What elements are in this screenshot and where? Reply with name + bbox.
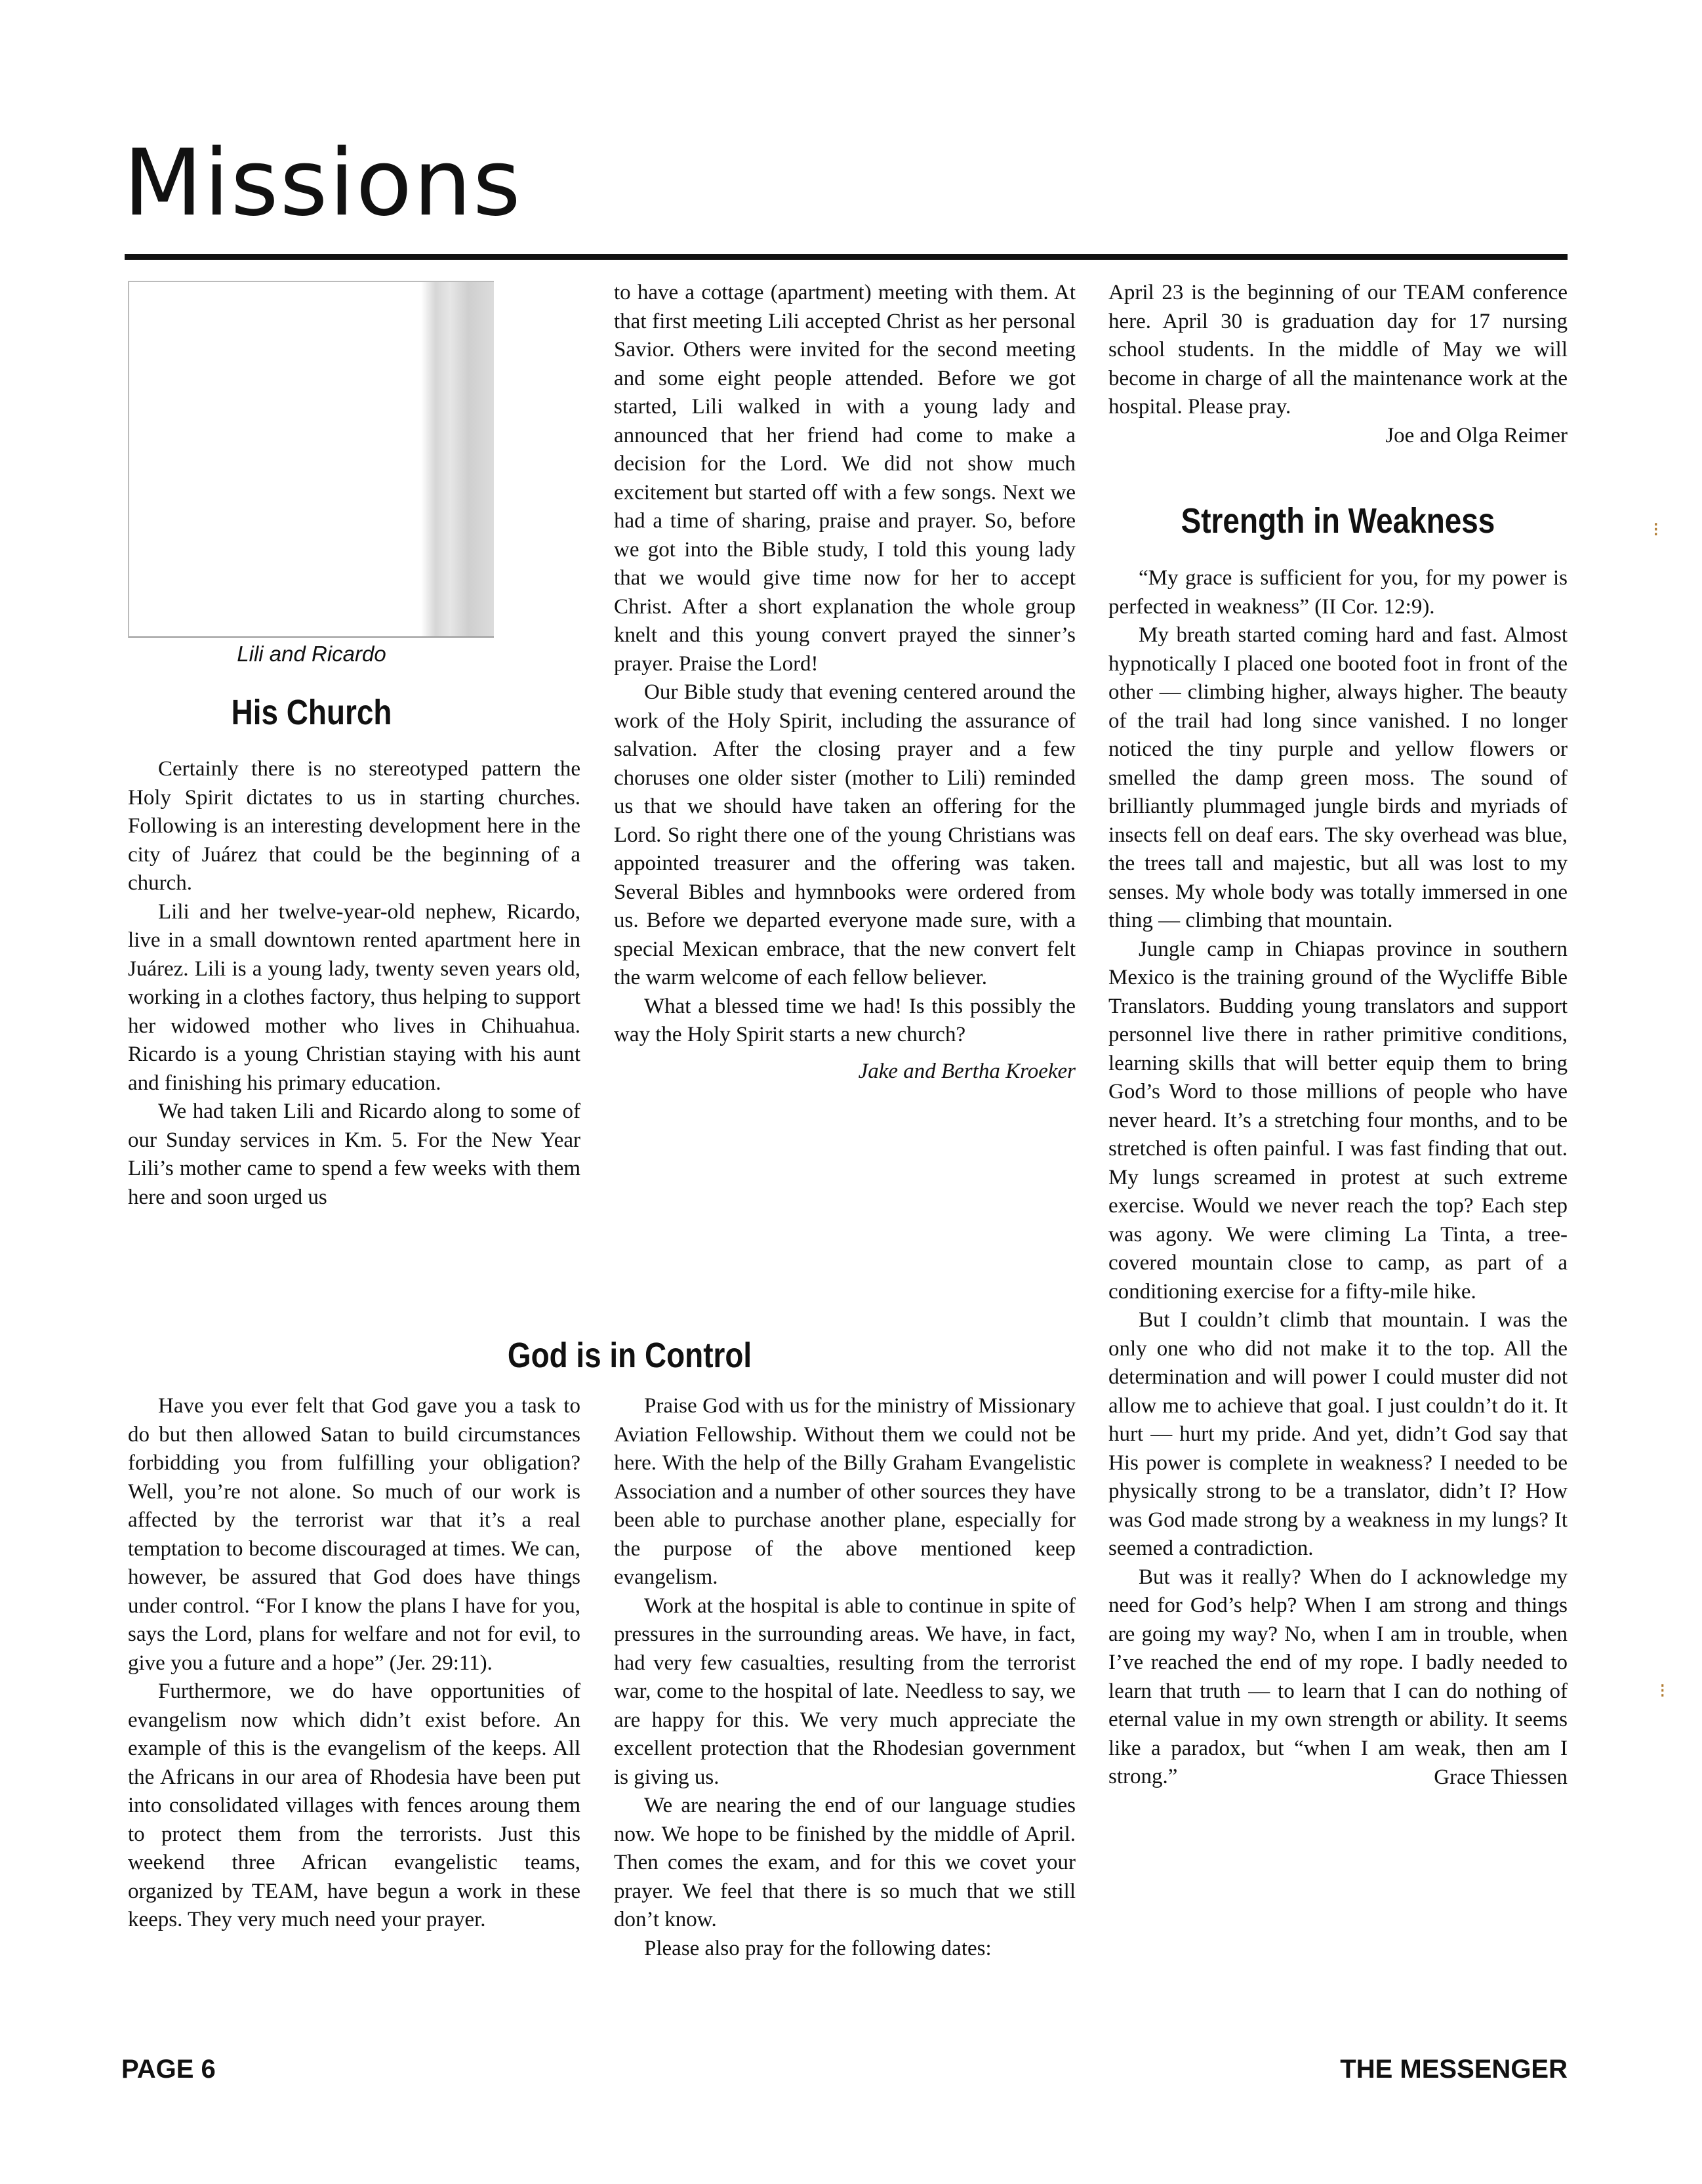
his-church-col1: [128, 755, 580, 1212]
paragraph: Work at the hospital is able to continue in spite of pressures in the surrounding areas. We have, in fact, had very few casualties, resulting from the terrorist war, come to the hospital of late. Needless to say, we are happy for this. We very much appreciate the excellent protection that the Rhodesian government is giving us.: [614, 1594, 1076, 1789]
god-in-control-col1: [128, 1392, 580, 1935]
paragraph: What a blessed time we had! Is this possibly the way the Holy Spirit starts a new church?: [614, 994, 1076, 1046]
header-rule: [125, 254, 1568, 260]
footer-publication: THE MESSENGER: [1340, 2055, 1568, 2084]
margin-smudge-icon: ⁝: [1659, 1679, 1666, 1702]
paragraph: Our Bible study that evening centered around the work of the Holy Spirit, including the assurance of salvation. After the closing prayer and a few choruses one older sister (mother to Lili) reminded us that we should have taken an offering for the Lord. So right there one of the young Christians was appointed treasurer and the offering was taken. Several Bibles and hymnbooks were ordered from us. Before we departed everyone made sure, with a special Mexican embrace, that the new convert felt the warm welcome of each fellow believer.: [614, 680, 1076, 989]
strength-in-weakness-title: Strength in Weakness: [1181, 501, 1495, 541]
margin-smudge-icon: ⁝: [1653, 518, 1659, 541]
god-in-control-col2: [614, 1392, 1076, 1963]
his-church-signature: Jake and Bertha Kroeker: [858, 1059, 1076, 1083]
paragraph: April 23 is the beginning of our TEAM conference here. April 30 is graduation day for 17 nursing school students. In the middle of May we will become in charge of all the maintenance work at the hospital. Please pray.: [1108, 281, 1568, 419]
paragraph: Jungle camp in Chiapas province in southern Mexico is the training ground of the Wycliffe Bible Translators. Budding young translators and support personnel live there in rather primitive conditions, learning skills that will better equip them to bring God’s Word to those millions of people who have never heard. It’s a stretching four months, and to be stretched is often painful. I was fast finding that out. My lungs screamed in protest at such extreme exercise. Would we never reach the top? Each step was agony. We were climing La Tinta, a tree-covered mountain close to camp, as part of a conditioning exercise for a fifty-mile hike.: [1108, 937, 1568, 1304]
paragraph: Lili and her twelve-year-old nephew, Ricardo, live in a small downtown rented apartment here in Juárez. Lili is a young lady, twenty seven years old, working in a clothes factory, thus helping to support her widowed mother who lives in Chihuahua. Ricardo is a young Christian staying with his aunt and finishing his primary education.: [128, 899, 580, 1095]
paragraph: My breath started coming hard and fast. Almost hypnotically I placed one booted foot in front of the other — climbing higher, always higher. The beauty of the trail had long since vanished. I no longer noticed the tiny purple and yellow flowers or smelled the damp green moss. The sound of brilliantly plummaged jungle birds and myriads of insects fell on deaf ears. The sky overhead was blue, the trees tall and majestic, but all was lost to my senses. My whole body was totally immersed in one thing — climbing that mountain.: [1108, 623, 1568, 932]
his-church-col2: [614, 279, 1076, 1086]
strength-col: [1108, 564, 1568, 1792]
god-in-control-col3: [1108, 279, 1568, 450]
section-title: Missions: [123, 130, 522, 237]
paragraph: Have you ever felt that God gave you a task to do but then allowed Satan to build circumstances forbidding you from fulfilling your obligation? Well, you’re not alone. So much of our work is affected by the terrorist war that it’s a real temptation to become discouraged at times. We can, however, be assured that God does have things under control. “For I know the plans I have for you, says the Lord, plans for welfare and not for evil, to give you a future and a hope” (Jer. 29:11).: [128, 1394, 580, 1675]
paragraph: Furthermore, we do have opportunities of evangelism now which didn’t exist before. An example of this is the evangelism of the keeps. All the Africans in our area of Rhodesia have been put into consolidated villages with fences aroung them to protect them from the terrorists. Just this weekend three African evangelistic teams, organized by TEAM, have begun a work in these keeps. They very much need your prayer.: [128, 1679, 580, 1931]
paragraph: to have a cottage (apartment) meeting with them. At that first meeting Lili accepted Christ as her personal Savior. Others were invited for the second meeting and some eight people attended. Before we got started, Lili walked in with a young lady and announced that her friend had come to make a decision for the Lord. We did not show much excitement but started off with a few songs. Next we had a time of sharing, praise and prayer. So, before we got into the Bible study, I told this young lady that we would give time now for her to accept Christ. After a short explanation the whole group knelt and this young convert prayed the sinner’s prayer. Praise the Lord!: [614, 281, 1076, 676]
footer-page-number: PAGE 6: [121, 2055, 216, 2084]
god-in-control-signature: Joe and Olga Reimer: [1385, 423, 1568, 447]
his-church-title: His Church: [231, 693, 392, 732]
photo-lili-ricardo: [128, 281, 494, 638]
paragraph: Certainly there is no stereotyped pattern the Holy Spirit dictates to us in starting churches. Following is an interesting development here in the city of Juárez that could be the beginning of a church.: [128, 757, 580, 895]
paragraph: Please also pray for the following dates:: [644, 1936, 992, 1960]
paragraph: But I couldn’t climb that mountain. I was the only one who did not make it to the top. All the determination and will power I could muster did not allow me to achieve that goal. I just couldn’t do it. It hurt — hurt my pride. And yet, didn’t God say that His power is complete in weakness? I needed to be physically strong to be a translator, didn’t I? How was God made strong by a weakness in my lungs? It seemed a contradiction.: [1108, 1308, 1568, 1560]
paragraph: “My grace is sufficient for you, for my power is perfected in weakness” (II Cor. 12:9).: [1108, 566, 1568, 619]
paragraph: Praise God with us for the ministry of Missionary Aviation Fellowship. Without them we could not be here. With the help of the Billy Graham Evangelistic Association and a number of other sources they have been able to purchase another plane, especially for the purpose of the above mentioned keep evangelism.: [614, 1394, 1076, 1589]
god-in-control-title: God is in Control: [507, 1336, 752, 1375]
paragraph: But was it really? When do I acknowledge my need for God’s help? When I am strong and things are going my way? No, when I am in trouble, when I’ve reached the end of my rope. I badly needed to learn that truth — to learn that I can do nothing of eternal value in my own strength or ability. It seems like a paradox, but “when I am weak, then am I strong.”: [1108, 1565, 1568, 1788]
paragraph: We had taken Lili and Ricardo along to some of our Sunday services in Km. 5. For the New Year Lili’s mother came to spend a few weeks with them here and soon urged us: [128, 1100, 580, 1209]
paragraph: We are nearing the end of our language studies now. We hope to be finished by the middle of April. Then comes the exam, and for this we covet your prayer. We feel that there is so much that we still don’t know.: [614, 1794, 1076, 1931]
photo-caption: Lili and Ricardo: [237, 642, 386, 666]
strength-signature: Grace Thiessen: [1434, 1765, 1568, 1789]
